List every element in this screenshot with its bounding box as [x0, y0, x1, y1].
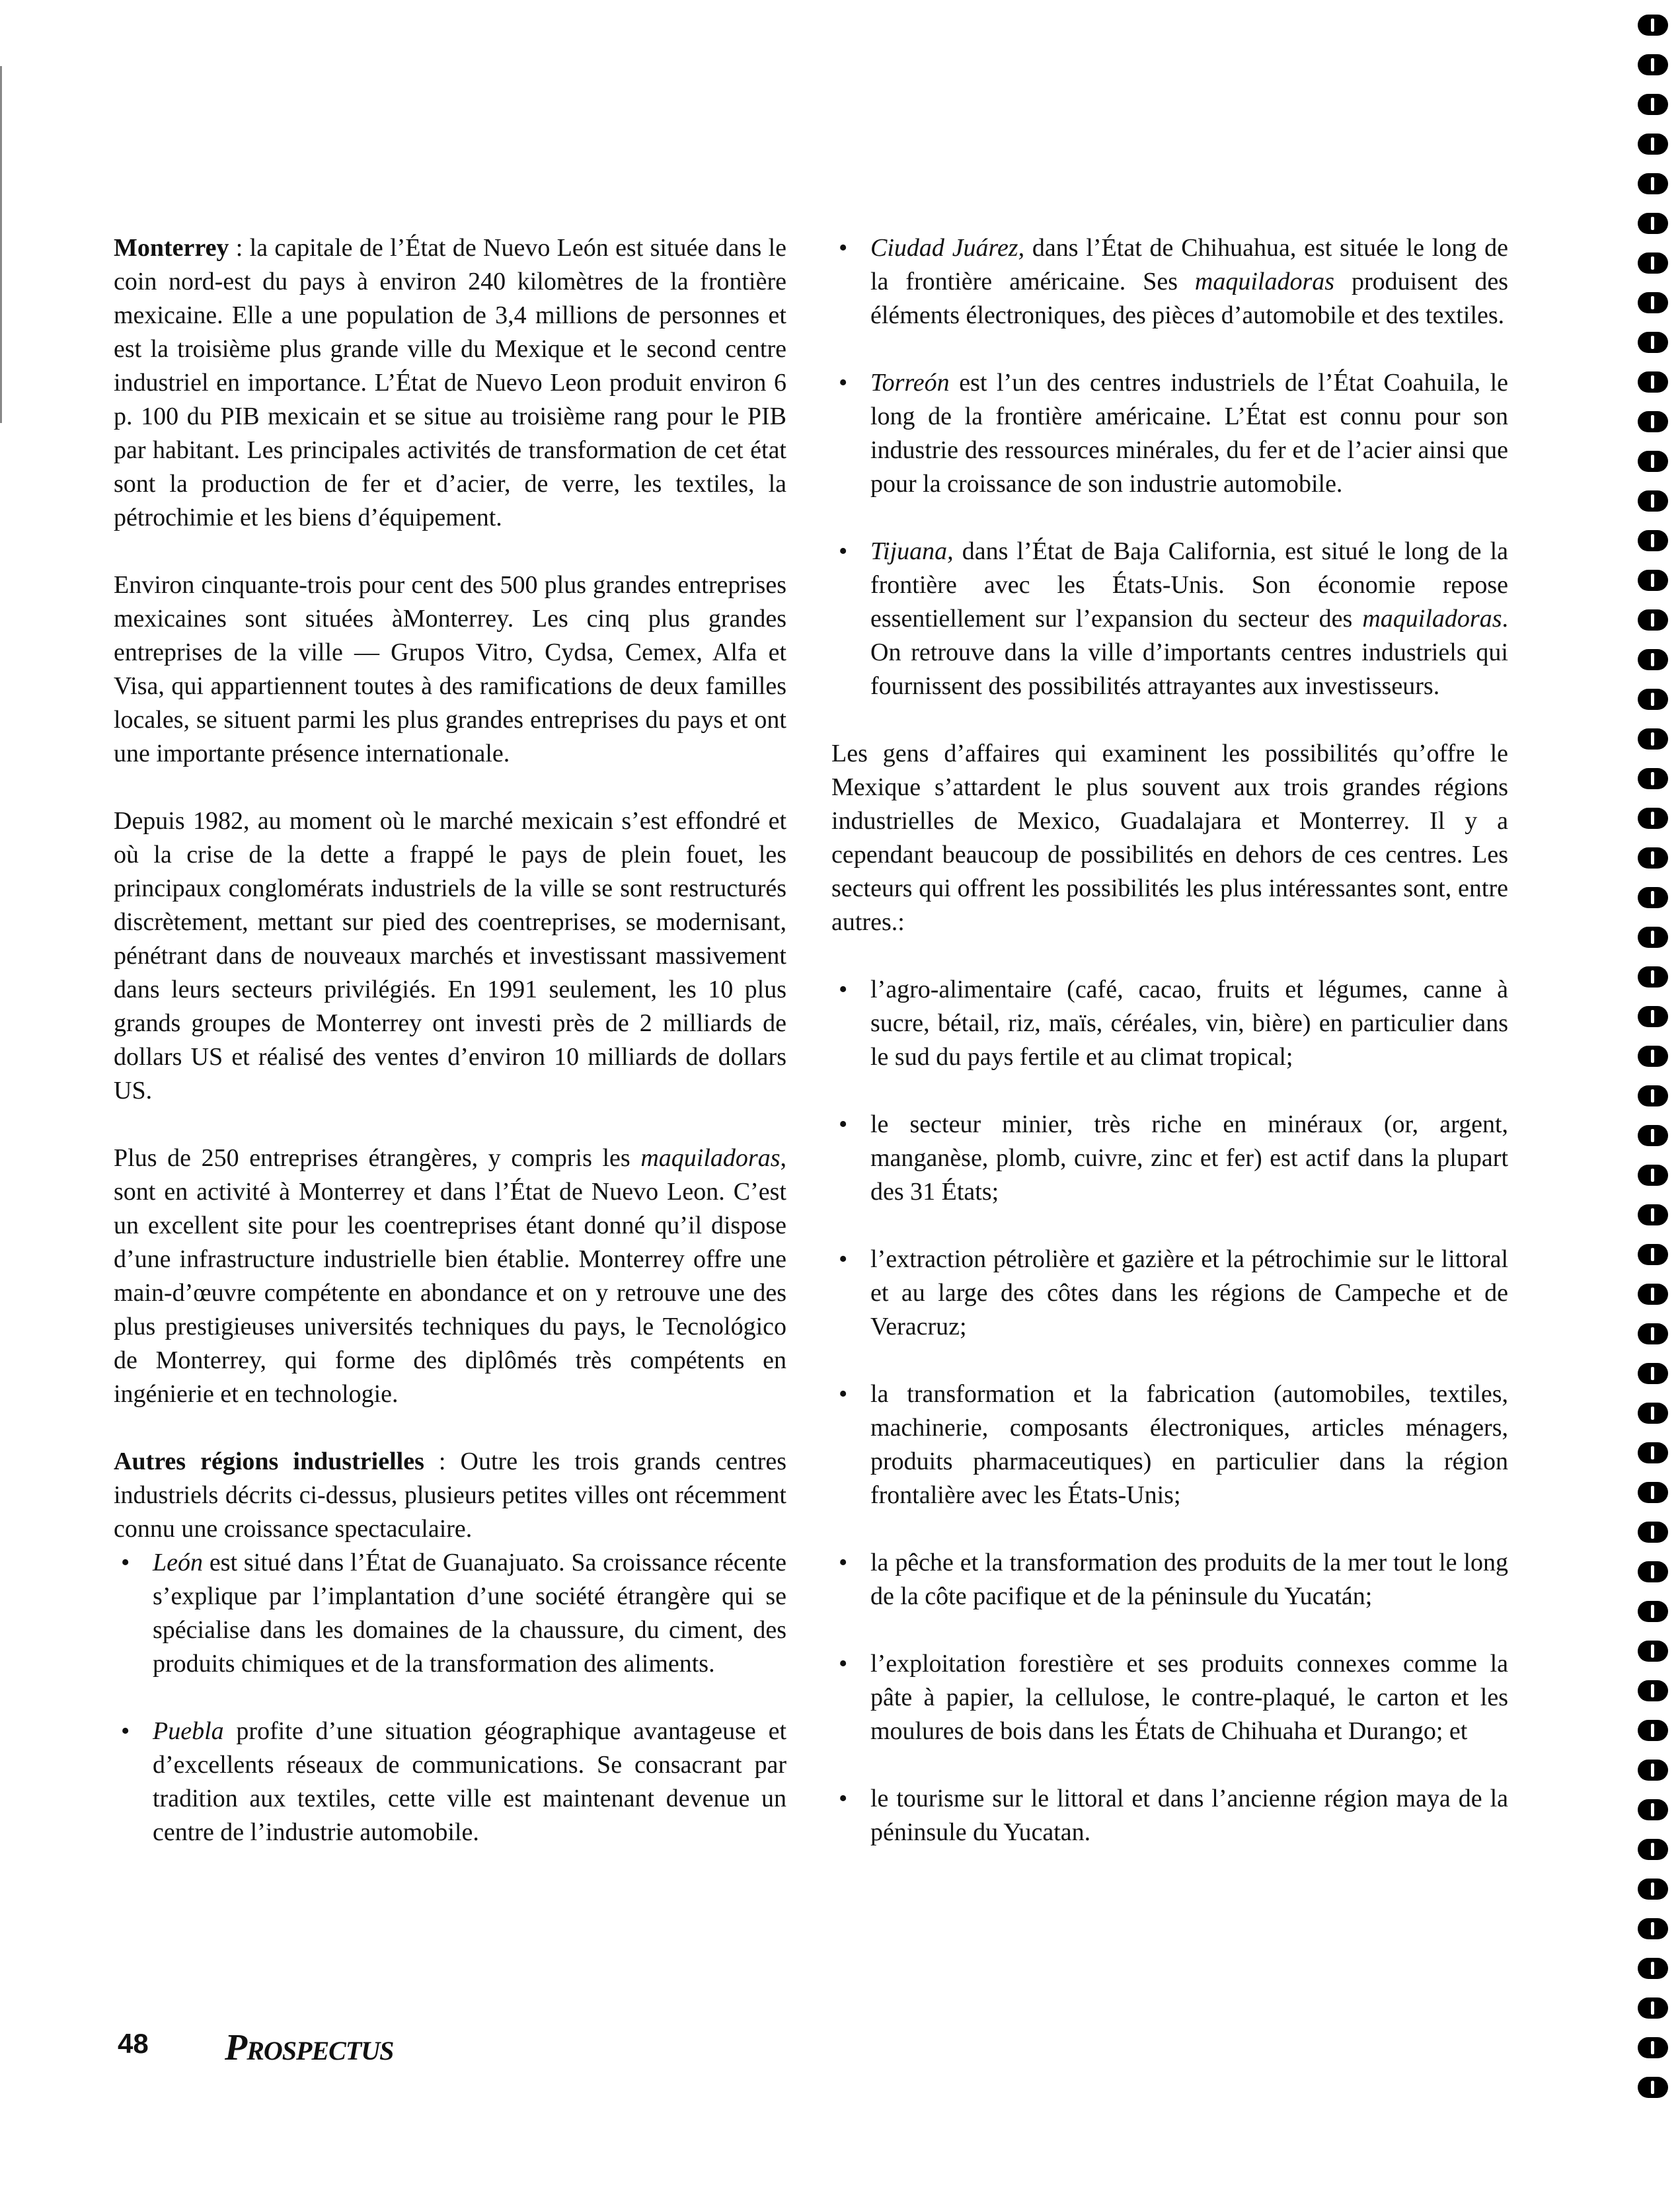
city-text: est situé dans l’État de Guanajuato. Sa croissance récente s’explique par l’implantation d’une société étrangère qui se spécialise dans les domaines de la chaussure, du ciment, des produits chimiques et de la transformation des aliments. — [153, 1549, 786, 1678]
punch-hole — [1638, 570, 1668, 591]
conglomerats-paragraph: Depuis 1982, au moment où le marché mexicain s’est effondré et où la crise de la dette a frappé le pays de plein fouet, les principaux conglomérats industriels de la ville se sont restructurés discrètement, mettant sur pied des coentreprises, se modernisant, pénétrant dans de nouveaux marchés et investissant massivement dans leurs secteurs privilégiés. En 1991 seulement, les 10 plus grands groupes de Monterrey ont investi près de 2 milliards de dollars US et réalisé des ventes d’environ 10 milliards de dollars US. — [114, 807, 786, 1104]
punch-hole — [1638, 94, 1668, 115]
city-name: Ciudad Juárez, — [870, 234, 1025, 262]
list-item: • l’extraction pétrolière et gazière et la pétrochimie sur le littoral et au large des côtes dans les régions de Campeche et de Veracruz; — [831, 1243, 1508, 1344]
punch-hole — [1638, 451, 1668, 472]
punch-hole — [1638, 1006, 1668, 1027]
city-italic-term: maquiladoras — [1362, 605, 1502, 633]
punch-hole — [1638, 728, 1668, 750]
monterrey-heading: Monterrey — [114, 234, 229, 262]
city-name: Torreón — [870, 369, 950, 397]
punch-hole — [1638, 609, 1668, 631]
logo-initial: P — [225, 2027, 247, 2068]
punch-hole — [1638, 15, 1668, 36]
punch-hole — [1638, 1839, 1668, 1860]
punch-hole — [1638, 847, 1668, 869]
autres-regions-paragraph — [114, 1445, 786, 1546]
city-name: Puebla — [153, 1717, 224, 1745]
prospectus-logo — [225, 2027, 393, 2069]
punch-hole — [1638, 54, 1668, 75]
punch-hole — [1638, 490, 1668, 512]
list-item: • le secteur minier, très riche en minéraux (or, argent, manganèse, plomb, cuivre, zinc et fer) est actif dans la plupart des 31 États; — [831, 1108, 1508, 1209]
punch-hole — [1638, 927, 1668, 948]
list-item: • la pêche et la transformation des produits de la mer tout le long de la côte pacifique et de la péninsule du Yucatán; — [831, 1546, 1508, 1613]
list-item — [831, 231, 1508, 332]
punch-hole — [1638, 1125, 1668, 1146]
city-text: est l’un des centres industriels de l’État Coahuila, le long de la frontière américaine. L’État est connu pour son industrie des ressources minérales, du fer et de l’acier ainsi que pour la croissance de son industrie automobile. — [870, 369, 1508, 498]
punch-hole — [1638, 1918, 1668, 1939]
binding-punch-holes — [1638, 15, 1669, 2196]
punch-hole — [1638, 1522, 1668, 1543]
punch-hole — [1638, 134, 1668, 155]
punch-hole — [1638, 332, 1668, 353]
punch-hole — [1638, 1085, 1668, 1106]
punch-hole — [1638, 1204, 1668, 1225]
entreprises-paragraph: Environ cinquante-trois pour cent des 500 plus grandes entreprises mexicaines sont situées àMonterrey. Les cinq plus grandes entreprises de la ville — Grupos Vitro, Cydsa, Cemex, Alfa et Visa, qui appartiennent toutes à des ramifications de deux familles locales, se situent parmi les plus grandes entreprises du pays et ont une importante présence internationale. — [114, 571, 786, 767]
punch-hole — [1638, 1680, 1668, 1701]
sectors-list — [831, 973, 1508, 1849]
punch-hole — [1638, 689, 1668, 710]
punch-hole — [1638, 213, 1668, 234]
punch-hole — [1638, 1165, 1668, 1186]
city-text: dans l’État de Baja California, est situé le long de la frontière avec les États-Unis. Son économie repose essentiellement sur l’expansion du secteur des — [870, 537, 1508, 633]
punch-hole — [1638, 252, 1668, 274]
punch-hole — [1638, 649, 1668, 670]
punch-hole — [1638, 1442, 1668, 1463]
left-city-list — [114, 1546, 786, 1849]
punch-hole — [1638, 292, 1668, 313]
punch-hole — [1638, 887, 1668, 908]
punch-hole — [1638, 1046, 1668, 1067]
monterrey-text: : la capitale de l’État de Nuevo León est située dans le coin nord-est du pays à environ 240 kilomètres de la frontière mexicaine. Elle a une population de 3,4 millions de personnes et est la troisième plus grande ville du Mexique et le second centre industriel en importance. L’État de Nuevo Leon produit environ 6 p. 100 du PIB mexicain et se situe au troisième rang pour le PIB par habitant. Les principales activités de transformation de cet état sont la production de fer et d’acier, de verre, les textiles, la pétrochimie et les biens d’équipement. — [114, 234, 786, 531]
list-item — [831, 366, 1508, 501]
list-item — [114, 1546, 786, 1681]
punch-hole — [1638, 1799, 1668, 1820]
list-item: • la transformation et la fabrication (automobiles, textiles, machinerie, composants électroniques, articles ménagers, produits pharmaceutiques) en particulier dans la région frontalière avec les États-Unis; — [831, 1377, 1508, 1512]
city-italic-term: maquiladoras — [1194, 268, 1335, 295]
list-item: • l’agro-alimentaire (café, cacao, fruits et légumes, canne à sucre, bétail, riz, maïs, céréales, vin, bière) en particulier dans le sud du pays fertile et au climat tropical; — [831, 973, 1508, 1074]
entreprises-etrangeres-paragraph — [114, 1142, 786, 1411]
punch-hole — [1638, 1244, 1668, 1265]
autres-regions-text: : Outre les trois grands centres industriels décrits ci-dessus, plusieurs petites villes ont récemment connu une croissance spectaculaire. — [114, 1448, 786, 1543]
punch-hole — [1638, 411, 1668, 432]
city-text-end: . On retrouve dans la ville d’importants centres industriels qui fournissent des possibilités attrayantes aux investisseurs. — [870, 605, 1508, 700]
left-column — [114, 231, 786, 1883]
punch-hole — [1638, 173, 1668, 194]
city-text: dans l’État de Chihuahua, est située le long de la frontière américaine. Ses — [870, 234, 1508, 295]
list-item: • l’exploitation forestière et ses produits connexes comme la pâte à papier, la cellulose, le contre-plaqué, le carton et les moulures de bois dans les États de Chihuaha et Durango; et — [831, 1647, 1508, 1748]
monterrey-paragraph — [114, 231, 786, 535]
punch-hole — [1638, 768, 1668, 789]
punch-hole — [1638, 530, 1668, 551]
city-text-end: produisent des éléments électroniques, des pièces d’automobile et des textiles. — [870, 268, 1509, 329]
punch-hole — [1638, 1879, 1668, 1900]
punch-hole — [1638, 1323, 1668, 1344]
para4-italic: maquiladoras — [640, 1144, 781, 1172]
page-number: 48 — [118, 2028, 149, 2059]
punch-hole — [1638, 1482, 1668, 1503]
right-column — [831, 231, 1508, 1883]
punch-hole — [1638, 808, 1668, 829]
para4-after: , sont en activité à Monterrey et dans l’État de Nuevo Leon. C’est un excellent site pour les coentreprises étant donné qu’il dispose d’une infrastructure industrielle bien établie. Monterrey offre une main-d’œuvre compétente en abondance et on y retrouve une des plus prestigieuses universités techniques du pays, le Tecnológico de Monterrey, qui forme des diplômés très compétents en ingénierie et en technologie. — [114, 1144, 786, 1408]
city-name: León — [153, 1549, 203, 1576]
punch-hole — [1638, 1284, 1668, 1305]
punch-hole — [1638, 1561, 1668, 1582]
punch-hole — [1638, 2037, 1668, 2058]
punch-hole — [1638, 1760, 1668, 1781]
secteurs-intro-paragraph: Les gens d’affaires qui examinent les possibilités qu’offre le Mexique s’attardent le plus souvent aux trois grandes régions industrielles de Mexico, Guadalajara et Monterrey. Il y a cependant beaucoup de possibilités en dehors de ces centres. Les secteurs qui offrent les possibilités les plus intéressantes sont, entre autres.: — [831, 740, 1508, 936]
punch-hole — [1638, 2077, 1668, 2098]
punch-hole — [1638, 1363, 1668, 1384]
list-item — [831, 535, 1508, 703]
punch-hole — [1638, 1997, 1668, 2019]
list-item — [114, 1715, 786, 1849]
para4-before: Plus de 250 entreprises étrangères, y compris les — [114, 1144, 641, 1172]
punch-hole — [1638, 1720, 1668, 1741]
city-name: Tijuana, — [870, 537, 954, 565]
page-edge-line — [0, 66, 2, 423]
logo-text: ROSPECTUS — [247, 2036, 394, 2066]
punch-hole — [1638, 966, 1668, 988]
punch-hole — [1638, 371, 1668, 393]
city-text: profite d’une situation géographique avantageuse et d’excellents réseaux de communications. Se consacrant par tradition aux textiles, cette ville est maintenant devenue un centre de l’industrie automobile. — [153, 1717, 786, 1846]
punch-hole — [1638, 1601, 1668, 1622]
punch-hole — [1638, 1641, 1668, 1662]
autres-regions-heading: Autres régions industrielles — [114, 1448, 424, 1475]
punch-hole — [1638, 1958, 1668, 1979]
right-city-list — [831, 231, 1508, 703]
punch-hole — [1638, 1403, 1668, 1424]
list-item: • le tourisme sur le littoral et dans l’ancienne région maya de la péninsule du Yucatan. — [831, 1782, 1508, 1849]
